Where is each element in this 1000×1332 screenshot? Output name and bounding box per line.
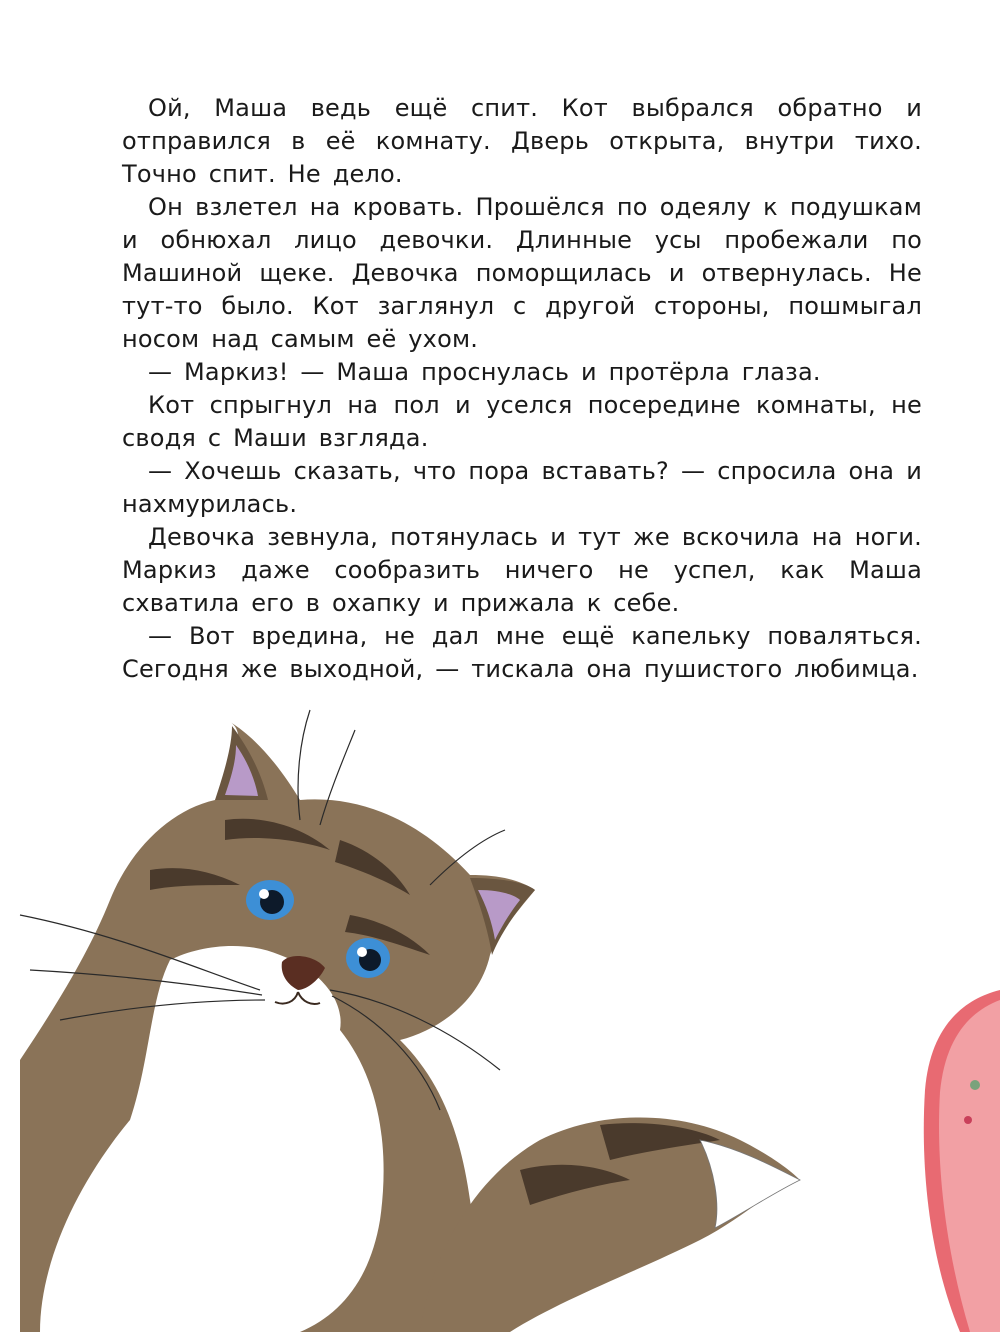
story-text — [122, 92, 922, 686]
paragraph: Ой, Маша ведь ещё спит. Кот выбрался обратно и отправился в её комнату. Дверь открыта, внутри тихо. Точно спит. Не дело. — [122, 94, 922, 188]
paragraph: Он взлетел на кровать. Прошёлся по одеялу к подушкам и обнюхал лицо девочки. Длинные усы пробежали по Машиной щеке. Девочка поморщилась и отвернулась. Не тут-то было. Кот заглянул с другой стороны, пошмыгал носом над самым её ухом. — [122, 193, 922, 353]
paragraph: — Маркиз! — Маша проснулась и протёрла глаза. — [148, 358, 821, 386]
paragraph: Кот спрыгнул на пол и уселся посередине комнаты, не сводя с Маши взгляда. — [122, 391, 922, 452]
pillow-shape — [924, 990, 1000, 1332]
paragraph: — Хочешь сказать, что пора вставать? — спросила она и нахмурилась. — [122, 457, 922, 518]
cat-tail — [420, 1118, 800, 1332]
paragraph: — Вот вредина, не дал мне ещё капельку поваляться. Сегодня же выходной, — тискала она пушистого любимца. — [122, 622, 922, 683]
cat-illustration — [0, 700, 1000, 1332]
paragraph: Девочка зевнула, потянулась и тут же вскочила на ноги. Маркиз даже сообразить ничего не успел, как Маша схватила его в охапку и прижала к себе. — [122, 523, 922, 617]
